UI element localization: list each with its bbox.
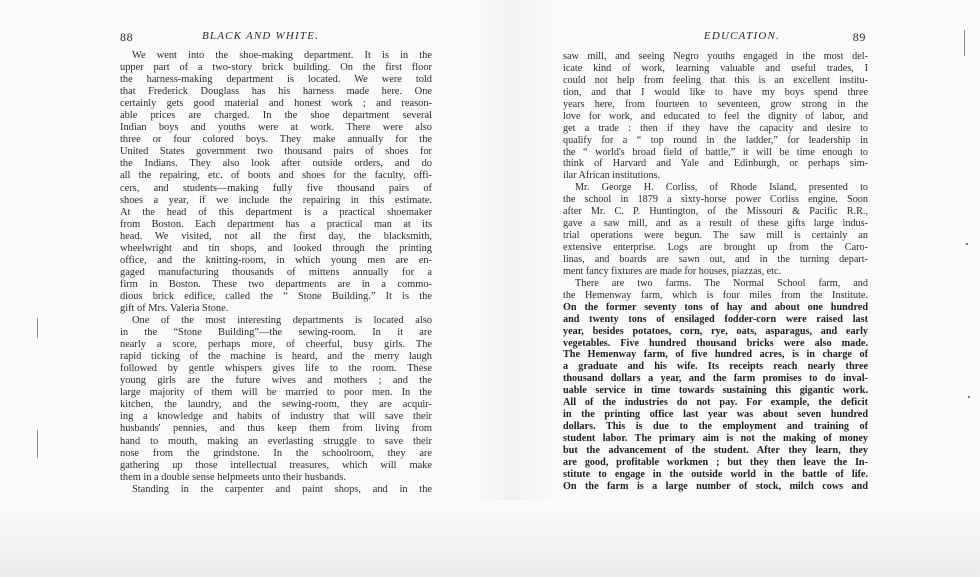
text-line: vegetables. Five hundred thousand bricks were also made. (563, 337, 868, 349)
text-line: extensive enterprise. Logs are brought up from the Caro- (563, 242, 868, 253)
scan-shadow (0, 500, 980, 577)
text-line: On the farm is a large number of stock, milch cows and (563, 480, 868, 492)
text-line: gave a saw mill, and as a result of these gifts large indus- (563, 218, 868, 230)
right-running-head: EDUCATION. (703, 30, 780, 42)
text-line: the harness-making department is located. We were told (120, 74, 432, 86)
text-line: husbands' pennies, and thus keep them from living from (120, 423, 432, 435)
text-line: young girls are the future wives and mothers ; and the (120, 375, 432, 387)
text-line: love for work, and educated to feel the dignity of labor, and (563, 110, 868, 122)
text-line: wheelwright and tin shops, and looked through the printing (120, 242, 432, 254)
text-line: Standing in the carpenter and paint shops, and in the (132, 483, 432, 495)
text-line: At the head of this department is a practical shoemaker (120, 206, 432, 218)
text-line: the Hemenway farm, which is four miles from the Institute. (563, 289, 868, 301)
text-line: ment fancy fixtures are made for houses, piazzas, etc. (563, 265, 782, 277)
text-line: all the repairing, etc. of boots and shoes for the faculty, offi- (120, 170, 432, 182)
text-line: the Indians. They also look after outside orders, and do (120, 158, 432, 170)
text-line: year, besides potatoes, corn, rye, oats, asparagus, and early (563, 325, 868, 337)
text-line: Mr. George H. Corliss, of Rhode Island, presented to (575, 182, 868, 194)
text-line: after Mr. C. P. Huntington, of the Missouri & Pacific R.R., (563, 206, 868, 218)
text-line: There are two farms. The Normal School farm, and (575, 277, 868, 289)
text-line: think of Harvard and Yale and Edinburgh, or perhaps sim- (563, 158, 868, 170)
text-line: hand to mouth, making an everlasting struggle to save their (120, 435, 432, 447)
left-page-number: 88 (120, 30, 134, 44)
text-line: certainly gets good material and honest work ; and reason- (120, 98, 432, 110)
text-line: could not help from feeling that this is an excellent institu- (563, 74, 868, 86)
text-line: nose from the grindstone. In the schoolroom, they are (120, 447, 432, 459)
text-line: ilar African institutions. (563, 170, 661, 182)
text-line: United States government two thousand pairs of shoes for (120, 146, 432, 158)
text-line: The Hemenway farm, of five hundred acres, is in charge of (563, 349, 868, 361)
right-page (563, 30, 868, 493)
text-line: them in a double sense helpmeets unto their husbands. (120, 471, 346, 483)
scan-speck (966, 243, 968, 245)
text-line: years here, from fourteen to seventeen, grow strong in the (563, 98, 868, 110)
book-gutter (470, 0, 566, 577)
text-line: linas, and boards are sawn out, and in the turning depart- (563, 253, 868, 265)
text-line: kitchen, the laundry, and the sewing-room, they are acquir- (120, 399, 432, 411)
text-line: gaged manufacturing thousands of mittens annually for a (120, 266, 432, 278)
scan-artifact (37, 430, 38, 458)
text-line: head. We visited, not all the first day, the blacksmith, (120, 230, 432, 242)
left-page-header (120, 30, 432, 46)
right-page-number: 89 (852, 30, 866, 44)
text-line: shoes a year, if we include the repairing in this estimate. (120, 194, 432, 206)
text-line: All of the industries do not pay. For example, the deficit (563, 397, 868, 409)
text-line: student labor. The primary aim is not the making of money (563, 433, 868, 444)
text-line: a graduate and his wife. Its receipts reach nearly three (563, 361, 868, 373)
text-line: tion, and that I would like to have my boys spend three (563, 86, 868, 98)
text-line: We went into the shoe-making department. It is in the (132, 50, 432, 61)
text-line: firm in Boston. These two departments are in a commo- (120, 278, 432, 290)
text-line: that Frederick Douglass has his harness made here. One (120, 86, 432, 98)
scan-artifact (37, 318, 38, 338)
text-line: the school in 1879 a sixty-horse power Corliss engine. Soon (563, 194, 868, 206)
scan-artifact (964, 30, 965, 56)
text-line: thousand dollars a year, and the farm promises to do inval- (563, 373, 868, 385)
text-line: in the “Stone Building”—the sewing-room. In it are (120, 327, 432, 339)
text-line: followed by gentle whispers gives life to the room. These (120, 363, 432, 375)
text-line: ing a knowledge and habits of industry that will save their (120, 411, 432, 423)
text-line: stitute to engage in the outside world in the battle of life. (563, 468, 868, 480)
text-line: cers, and students—making fully five thousand pairs of (120, 182, 432, 194)
text-line: saw mill, and seeing Negro youths engaged in the most del- (563, 51, 868, 62)
text-line: from Boston. Each department has a practical man at its (120, 218, 432, 230)
text-line: the “ world's broad field of battle,” it will be time enough to (563, 146, 868, 158)
text-line: and twenty tons of ensilaged fodder-corn were raised last (563, 313, 868, 325)
left-running-head: BLACK AND WHITE. (202, 30, 320, 42)
text-line: nearly a score, perhaps more, of cheerful, busy girls. The (120, 339, 432, 351)
text-line: trial operations were begun. The saw mill is certainly an (563, 230, 868, 242)
right-page-header (563, 30, 868, 46)
text-line: rapid ticking of the machine is heard, and the merry laugh (120, 351, 432, 363)
text-line: but the advancement of the student. After they learn, they (563, 444, 868, 456)
text-line: large majority of them will be married to poor men. In the (120, 387, 432, 399)
left-page-text (120, 50, 432, 496)
text-line: get a trade : then if they have the capacity and desire to (563, 122, 868, 134)
text-line: On the former seventy tons of hay and about one hundred (563, 301, 868, 313)
text-line: dollars. This is due to the employment and training of (563, 421, 868, 433)
text-line: icate kind of work, learning valuable and useful trades, I (563, 62, 868, 74)
text-line: gathering up those intellectual treasures, which will make (120, 459, 432, 471)
scan-speck (968, 396, 970, 398)
text-line: office, and the knitting-room, in which young men are en- (120, 254, 432, 266)
text-line: uable service in time towards sustaining this gigantic work. (563, 385, 868, 397)
text-line: Indian boys and youths were at work. There were also (120, 122, 432, 134)
left-page (120, 30, 432, 496)
text-line: One of the most interesting departments is located also (132, 315, 432, 327)
text-line: gift of Mrs. Valeria Stone. (120, 302, 229, 314)
text-line: dious brick edifice, called the “ Stone Building.” It is the (120, 290, 432, 302)
text-line: able prices are charged. In the shoe department several (120, 110, 432, 122)
text-line: three or four colored boys. They make annually for the (120, 134, 432, 146)
right-page-text (563, 51, 868, 493)
text-line: in the printing office last year was about seven hundred (563, 409, 868, 421)
text-line: qualify for a “ top round in the ladder,” for leadership in (563, 134, 868, 146)
text-line: upper part of a two-story brick building. On the first floor (120, 62, 432, 74)
text-line: are good, profitable workmen ; but they then leave the In- (563, 456, 868, 468)
